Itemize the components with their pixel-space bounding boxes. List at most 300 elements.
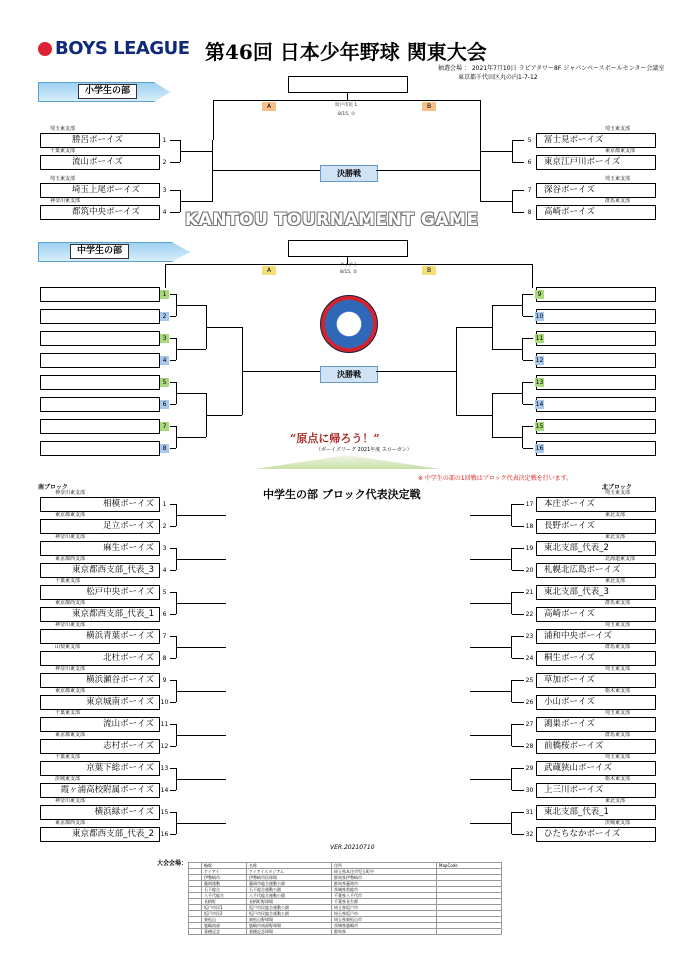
team-name: 東京都西支部_代表_3 — [72, 565, 154, 575]
team-affiliation: 埼玉東支部 — [605, 176, 631, 182]
bracket-line — [170, 360, 176, 361]
seed-number: 4 — [160, 356, 169, 365]
venue-address: 茨城県常総市 — [332, 887, 437, 893]
team-name: 浦和中央ボーイズ — [544, 631, 612, 641]
team-affiliation: 茨城東支部 — [55, 776, 81, 782]
team-affiliation: 千葉東支部 — [55, 754, 81, 760]
seed-number: 6 — [160, 400, 169, 409]
bracket-line — [170, 212, 180, 213]
team-name: 足立ボーイズ — [103, 521, 154, 531]
seed-number: 2 — [160, 312, 169, 321]
team-name: 東京城南ボーイズ — [86, 697, 154, 707]
kantou-tournament-banner: KANTOU TOURNAMENT GAME — [185, 210, 479, 230]
venue-table — [188, 862, 502, 935]
seed-number: 3 — [162, 187, 167, 194]
seed-number: 7 — [160, 422, 169, 431]
venue-address: 茨城県鹿嶋市 — [332, 923, 437, 929]
bracket-line — [512, 162, 524, 163]
team-affiliation: 神奈川東支部 — [55, 622, 86, 628]
team-name: 麻生ボーイズ — [103, 543, 154, 553]
bracket-line — [176, 559, 226, 560]
bracket-line — [170, 162, 180, 163]
bracket-line — [523, 448, 533, 449]
bracket-line — [512, 614, 524, 615]
team-name: 高崎ボーイズ — [544, 609, 595, 619]
seed-number: 20 — [525, 567, 534, 574]
bracket-line — [512, 812, 524, 813]
seed-number: 10 — [160, 699, 169, 706]
team-name: 東京都西支部_代表_1 — [72, 609, 154, 619]
team-name: 小山ボーイズ — [544, 697, 595, 707]
bracket-line — [176, 823, 226, 824]
bracket-line — [242, 371, 320, 372]
team-affiliation: 埼玉東支部 — [50, 176, 76, 182]
bracket-line — [512, 834, 524, 835]
team-name: 勝呂ボーイズ — [72, 135, 123, 145]
seed-number: 24 — [525, 655, 534, 662]
bracket-line — [176, 515, 226, 516]
venue-name: 嘉穂記念球場 — [247, 929, 332, 935]
venue-address: 千葉県八千代市 — [332, 893, 437, 899]
team-name: 霞ヶ浦高校附属ボーイズ — [60, 785, 154, 795]
team-affiliation: 東京都西支部 — [55, 820, 86, 826]
bracket-line — [523, 360, 533, 361]
bracket-line — [176, 349, 206, 350]
venue-name: 藤岡市総合運動公園 — [247, 881, 332, 887]
team-affiliation: 千葉東支部 — [50, 148, 76, 154]
team-affiliation: 東北支部 — [605, 798, 626, 804]
bracket-line — [470, 603, 512, 604]
team-affiliation: 北海道東支部 — [605, 556, 636, 562]
page-title: 第46回 日本少年野球 関東大会 — [205, 40, 487, 64]
venue-header-mapcode: MapCode — [437, 863, 502, 869]
team-affiliation: 山梨東支部 — [55, 644, 81, 650]
seed-number: 6 — [162, 611, 167, 618]
bracket-line — [206, 415, 242, 416]
bracket-line — [180, 201, 212, 202]
team-name: 鴻巣ボーイズ — [544, 719, 595, 729]
team-slot-box — [40, 419, 160, 434]
venue-abbr: 八千代総合 — [202, 893, 247, 899]
bracket-line — [512, 746, 524, 747]
seed-number: 22 — [525, 611, 534, 618]
team-slot-box — [536, 287, 656, 302]
bracket-line — [456, 327, 457, 415]
bracket-line — [512, 636, 524, 637]
team-slot-box — [536, 353, 656, 368]
venue-name: 東松山野球場 — [247, 917, 332, 923]
junior-final-label: 決勝戦 — [320, 366, 378, 383]
venue-address: 埼玉県坂戸市 — [332, 905, 437, 911]
team-name: 武蔵狭山ボーイズ — [544, 763, 612, 773]
bracket-line — [170, 448, 176, 449]
bracket-line — [522, 294, 523, 316]
bracket-line — [176, 393, 206, 394]
bracket-line — [456, 415, 492, 416]
bracket-line — [492, 349, 522, 350]
team-name: 流山ボーイズ — [103, 719, 154, 729]
bracket-line — [492, 437, 522, 438]
venue-abbr: 鹿嶋南部 — [202, 923, 247, 929]
team-name: 東京江戸川ボーイズ — [544, 157, 621, 167]
seed-number: 8 — [527, 209, 532, 216]
venue-address: 群馬県藤岡市 — [332, 881, 437, 887]
bracket-line — [470, 735, 512, 736]
elementary-final-label: 決勝戦 — [320, 165, 378, 182]
team-affiliation: 千葉東支部 — [55, 710, 81, 716]
venue-abbr: 石下総合 — [202, 887, 247, 893]
team-affiliation: 埼玉東支部 — [605, 126, 631, 132]
bracket-line — [512, 190, 524, 191]
bracket-line — [523, 426, 533, 427]
bracket-line — [512, 724, 524, 725]
team-slot-box — [536, 419, 656, 434]
up-arrow — [255, 455, 440, 469]
elementary-final-venue: 坂戸市民 1 — [335, 103, 358, 108]
draw-info: 抽選会場 ： 2021年7月10日 ラピアタワー8F ジャパンベースボールセンター会議室 — [438, 65, 665, 72]
seed-number: 9 — [535, 290, 544, 299]
bracket-line — [523, 404, 533, 405]
seed-number: 16 — [160, 831, 169, 838]
venue-header-address: 住所 — [332, 863, 437, 869]
junior-final-b-marker: B — [422, 266, 436, 275]
seed-number: 14 — [535, 401, 544, 408]
seed-number: 4 — [162, 567, 167, 574]
seed-number: 17 — [525, 501, 534, 508]
bracket-line — [512, 212, 524, 213]
boys-league-logo: BOYS LEAGUE — [38, 38, 190, 59]
team-slot-box — [40, 331, 160, 346]
team-affiliation: 東京都東支部 — [55, 688, 86, 694]
team-affiliation: 群馬東支部 — [605, 600, 631, 606]
elementary-final-b-marker: B — [422, 102, 436, 111]
seed-number: 2 — [162, 523, 167, 530]
team-name: 横浜緑ボーイズ — [94, 807, 154, 817]
team-name: 京葉下総ボーイズ — [86, 763, 154, 773]
bracket-line — [176, 691, 226, 692]
seed-number: 3 — [162, 545, 167, 552]
bracket-line — [376, 170, 480, 171]
seed-number: 1 — [160, 290, 169, 299]
draw-address: 東京都千代田区丸の内1-7-12 — [458, 74, 538, 81]
team-slot-box — [40, 441, 160, 456]
team-affiliation: 群馬東支部 — [605, 732, 631, 738]
bracket-line — [470, 691, 512, 692]
team-affiliation: 東北支部 — [605, 578, 626, 584]
bracket-line — [480, 140, 481, 202]
seed-number: 27 — [525, 721, 534, 728]
team-slot-box — [536, 375, 656, 390]
team-slot-box — [40, 309, 160, 324]
junior-final-date: 8/15, ② — [340, 270, 358, 275]
team-affiliation: 神奈川東支部 — [55, 798, 86, 804]
junior-final-a-marker: A — [262, 266, 276, 275]
team-name: 深谷ボーイズ — [544, 185, 595, 195]
venue-index — [189, 929, 202, 935]
seed-number: 7 — [527, 187, 532, 194]
venue-address: 群馬県 — [332, 929, 437, 935]
junior-section-label: 中学生の部 — [70, 244, 129, 259]
bracket-line — [176, 735, 226, 736]
bracket-line — [492, 393, 522, 394]
team-slot-box — [536, 309, 656, 324]
seed-number: 11 — [535, 335, 544, 342]
team-affiliation: 神奈川東支部 — [55, 666, 86, 672]
team-affiliation: 栃木東支部 — [605, 776, 631, 782]
bracket-line — [206, 327, 242, 328]
team-affiliation: 埼玉東支部 — [605, 490, 631, 496]
venue-name: 八千代総合運動公園 — [247, 893, 332, 899]
team-affiliation: 東京都東支部 — [55, 512, 86, 518]
team-affiliation: 埼玉東支部 — [605, 622, 631, 628]
team-name: 北杜ボーイズ — [103, 653, 154, 663]
bracket-line — [170, 316, 176, 317]
bracket-line — [492, 393, 493, 437]
venue-address: 群馬県伊勢崎市 — [332, 875, 437, 881]
team-slot-box — [40, 375, 160, 390]
bracket-line — [176, 647, 226, 648]
team-affiliation: 埼玉東支部 — [605, 710, 631, 716]
bracket-line — [176, 779, 226, 780]
bracket-line — [512, 658, 524, 659]
seed-number: 15 — [160, 809, 169, 816]
team-name: 上三川ボーイズ — [544, 785, 604, 795]
venue-address: 埼玉県坂戸市 — [332, 911, 437, 917]
venue-name: 石下総合運動公園 — [247, 887, 332, 893]
seed-number: 18 — [525, 523, 534, 530]
venue-abbr: 坂戸市民1 — [202, 905, 247, 911]
seed-number: 8 — [162, 655, 167, 662]
team-affiliation: 神奈川東支部 — [55, 534, 86, 540]
bracket-line — [492, 305, 522, 306]
bracket-line — [512, 140, 524, 141]
bracket-line — [512, 504, 524, 505]
block-note: ※ 中学生の部の1回戦はブロック代表決定戦を行います。 — [418, 475, 573, 482]
bracket-line — [512, 526, 524, 527]
bracket-line — [512, 680, 524, 681]
team-affiliation: 東京都東支部 — [55, 732, 86, 738]
elementary-final-date: 8/15, ① — [338, 112, 356, 117]
venue-address: 千葉県長生郡 — [332, 899, 437, 905]
venue-address: 埼玉県本庄市児玉町中 — [332, 869, 437, 875]
venue-name: 坂戸市民総合運動公園 — [247, 905, 332, 911]
venue-name: 長柄町野球場 — [247, 899, 332, 905]
team-name: 草加ボーイズ — [544, 675, 595, 685]
bracket-line — [512, 768, 524, 769]
slogan: “原点に帰ろう！” — [290, 432, 380, 445]
venue-address: 埼玉県東松山市 — [332, 917, 437, 923]
bracket-line — [470, 779, 512, 780]
team-affiliation: 東京都西支部 — [55, 556, 86, 562]
seed-number: 31 — [525, 809, 534, 816]
team-name: 流山ボーイズ — [72, 157, 123, 167]
team-slot-box — [40, 353, 160, 368]
bracket-line — [170, 614, 176, 615]
seed-number: 11 — [160, 721, 169, 728]
venue-name: 伊勢崎市民球場 — [247, 875, 332, 881]
seed-number: 10 — [535, 313, 544, 320]
bracket-line — [512, 548, 524, 549]
seed-number: 25 — [525, 677, 534, 684]
team-name: 東北支部_代表_2 — [544, 543, 609, 553]
north-block-label: 北ブロック — [602, 484, 632, 491]
seed-number: 9 — [162, 677, 167, 684]
elementary-champion-box — [288, 76, 408, 93]
venue-row — [189, 929, 502, 935]
bracket-line — [212, 140, 213, 202]
bracket-line — [376, 371, 456, 372]
team-affiliation: 神奈川東支部 — [50, 198, 81, 204]
bracket-line — [170, 140, 180, 141]
team-affiliation: 栃木東支部 — [605, 688, 631, 694]
junior-final-venue: ケイアイ — [340, 263, 358, 268]
team-affiliation: 群馬東支部 — [605, 644, 631, 650]
version-label: VER.20210710 — [330, 844, 375, 851]
bracket-line — [522, 382, 523, 404]
team-name: 相模ボーイズ — [103, 499, 154, 509]
team-name: 長野ボーイズ — [544, 521, 595, 531]
bracket-line — [170, 790, 176, 791]
venue-header-name: 名称 — [247, 863, 332, 869]
team-name: 横浜青葉ボーイズ — [86, 631, 154, 641]
elementary-final-a-marker: A — [262, 102, 276, 111]
team-affiliation: 東北支部 — [605, 512, 626, 518]
team-name: 東北支部_代表_1 — [544, 807, 609, 817]
bracket-line — [470, 559, 512, 560]
seed-number: 4 — [162, 209, 167, 216]
seed-number: 32 — [525, 831, 534, 838]
seed-number: 5 — [160, 378, 169, 387]
elementary-section-label: 小学生の部 — [78, 84, 137, 99]
team-slot-box — [536, 331, 656, 346]
seed-number: 23 — [525, 633, 534, 640]
bracket-line — [512, 702, 524, 703]
team-affiliation: 埼玉東支部 — [50, 126, 76, 132]
venue-mapcode — [437, 929, 502, 935]
seed-number: 12 — [160, 743, 169, 750]
seed-number: 30 — [525, 787, 534, 794]
seed-number: 5 — [527, 137, 532, 144]
team-name: 本庄ボーイズ — [544, 499, 595, 509]
bracket-line — [480, 151, 512, 152]
team-affiliation: 東京都西支部 — [55, 600, 86, 606]
bracket-line — [522, 338, 523, 360]
seed-number: 7 — [162, 633, 167, 640]
seed-number: 1 — [162, 501, 167, 508]
seed-number: 5 — [162, 589, 167, 596]
team-affiliation: 埼玉東支部 — [605, 666, 631, 672]
bracket-line — [522, 426, 523, 448]
bracket-line — [512, 190, 513, 212]
venue-abbr: ケイアイ — [202, 869, 247, 875]
seed-number: 12 — [535, 357, 544, 364]
venue-name: ケイアイスタジアム — [247, 869, 332, 875]
bracket-line — [456, 327, 492, 328]
bracket-line — [170, 570, 176, 571]
bracket-line — [512, 140, 513, 162]
bracket-line — [170, 834, 176, 835]
team-name: 都筑中央ボーイズ — [72, 207, 140, 217]
seed-number: 1 — [162, 137, 167, 144]
bracket-line — [470, 823, 512, 824]
bracket-line — [170, 702, 176, 703]
team-name: 札幌北広島ボーイズ — [544, 565, 621, 575]
seed-number: 2 — [162, 159, 167, 166]
slogan-sub: （ボーイズリーグ 2021年度 スローガン） — [316, 447, 412, 453]
seed-number: 16 — [535, 445, 544, 452]
seed-number: 8 — [160, 444, 169, 453]
venue-abbr: 坂戸市民2 — [202, 911, 247, 917]
team-name: 高崎ボーイズ — [544, 207, 595, 217]
bracket-line — [523, 382, 533, 383]
seed-number: 3 — [160, 334, 169, 343]
bracket-line — [470, 647, 512, 648]
seed-number: 6 — [527, 159, 532, 166]
team-name: ひたちなかボーイズ — [544, 829, 621, 839]
bracket-line — [176, 437, 206, 438]
seed-number: 28 — [525, 743, 534, 750]
seed-number: 14 — [160, 787, 169, 794]
bracket-line — [512, 592, 524, 593]
bracket-line — [170, 526, 176, 527]
team-name: 松戸中央ボーイズ — [86, 587, 154, 597]
bracket-line — [170, 658, 176, 659]
team-name: 冨士見ボーイズ — [544, 135, 604, 145]
team-affiliation: 千葉東支部 — [55, 578, 81, 584]
bracket-line — [170, 404, 176, 405]
team-name: 前橋桜ボーイズ — [544, 741, 604, 751]
venue-abbr: 東松山 — [202, 917, 247, 923]
team-name: 横浜瀬谷ボーイズ — [86, 675, 154, 685]
team-affiliation: 群馬東支部 — [605, 198, 631, 204]
bracket-line — [170, 190, 180, 191]
bracket-line — [492, 305, 493, 349]
bracket-line — [170, 746, 176, 747]
seed-number: 26 — [525, 699, 534, 706]
venue-header-abbr: 略称 — [202, 863, 247, 869]
venue-name: 鹿嶋市南部野球場 — [247, 923, 332, 929]
bracket-line — [523, 294, 533, 295]
seed-number: 19 — [525, 545, 534, 552]
seed-number: 15 — [535, 423, 544, 430]
logo-ball-icon — [38, 42, 52, 56]
team-affiliation: 神奈川東支部 — [55, 490, 86, 496]
team-affiliation: 東京都東支部 — [605, 148, 636, 154]
team-slot-box — [536, 441, 656, 456]
block-title: 中学生の部 ブロック代表決定戦 — [263, 488, 421, 501]
venue-label: 大会会場： — [157, 860, 188, 867]
bracket-line — [523, 338, 533, 339]
team-name: 志村ボーイズ — [103, 741, 154, 751]
team-affiliation: 埼玉東支部 — [605, 754, 631, 760]
venue-abbr: 長柄町 — [202, 899, 247, 905]
bracket-line — [512, 790, 524, 791]
bracket-line — [176, 603, 226, 604]
bracket-line — [470, 515, 512, 516]
junior-champion-box — [288, 240, 408, 257]
venue-abbr: 伊勢崎市 — [202, 875, 247, 881]
venue-abbr: 藤岡運動 — [202, 881, 247, 887]
team-name: 埼玉上尾ボーイズ — [72, 185, 140, 195]
bracket-line — [480, 201, 512, 202]
seed-number: 21 — [525, 589, 534, 596]
team-affiliation: 茨城東支部 — [605, 820, 631, 826]
team-slot-box — [40, 287, 160, 302]
south-block-label: 南ブロック — [38, 484, 68, 491]
venue-name: 坂戸市民総合運動公園 — [247, 911, 332, 917]
team-name: 桐生ボーイズ — [544, 653, 595, 663]
bracket-line — [523, 316, 533, 317]
